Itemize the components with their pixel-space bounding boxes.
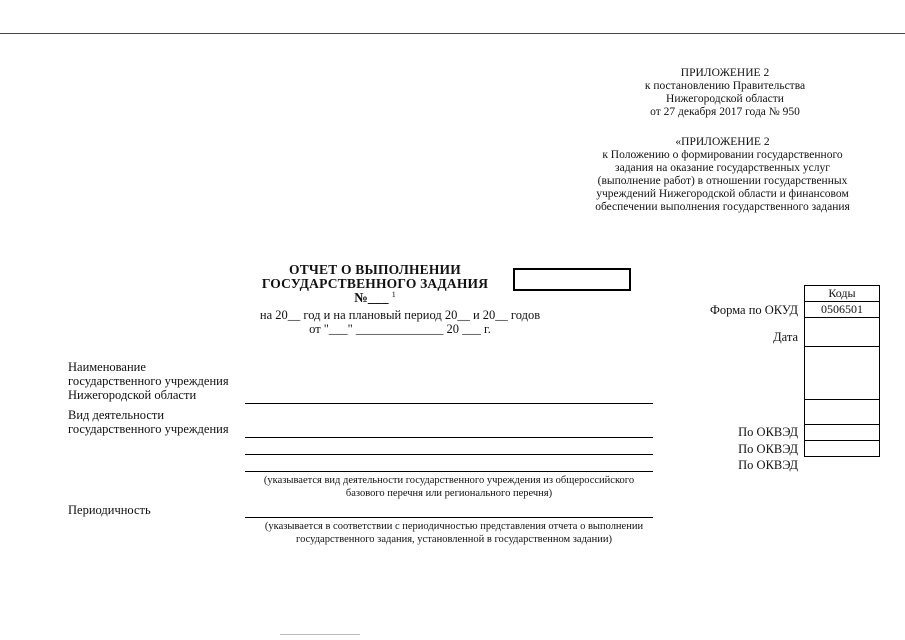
activity-field-1[interactable] [245, 437, 653, 438]
appendix-sub-line1: «ПРИЛОЖЕНИЕ 2 [675, 136, 770, 148]
activity-label [68, 408, 229, 436]
activity-line2: государственного учреждения [68, 422, 229, 436]
appendix-sub [575, 136, 870, 214]
period-line2: от "___" ______________ 20 ___ г. [309, 322, 491, 336]
codes-header: Коды [805, 286, 880, 302]
report-title-number: ГОСУДАРСТВЕННОГО ЗАДАНИЯ №___ [261, 276, 489, 305]
report-title-line1: ОТЧЕТ О ВЫПОЛНЕНИИ [289, 262, 461, 277]
institution-name-label [68, 360, 229, 402]
activity-field-3[interactable] [245, 471, 653, 472]
activity-line1: Вид деятельности [68, 408, 165, 422]
report-title [240, 263, 510, 307]
report-period [250, 308, 550, 336]
activity-hint-line1: (указывается вид деятельности государственного учреждения из общероссийского [263, 475, 635, 486]
appendix-main-line3: Нижегородской области [666, 93, 784, 105]
okved-cell-1[interactable] [805, 400, 880, 425]
appendix-sub-line3: задания на оказание государственных услуг [615, 162, 830, 174]
footnote-mark: 1 [391, 290, 396, 299]
okud-label: Форма по ОКУД [710, 303, 798, 317]
periodicity-label: Периодичность [68, 503, 151, 517]
institution-code-cell[interactable] [805, 347, 880, 400]
appendix-main-line2: к постановлению Правительства [644, 80, 806, 92]
okved-cell-3[interactable] [805, 441, 880, 457]
okved-label-3: По ОКВЭД [738, 458, 798, 472]
appendix-sub-line4: (выполнение работ) в отношении государственных [597, 175, 848, 187]
activity-hint-line2: базового перечня или регионального перечня) [345, 488, 553, 499]
periodicity-hint [245, 520, 663, 546]
appendix-main [610, 67, 840, 119]
okud-code-cell[interactable]: 0506501 [805, 302, 880, 318]
institution-name-line3: Нижегородской области [68, 388, 197, 402]
periodicity-hint-line2: государственного задания, установленной в государственном задании) [296, 534, 612, 545]
period-line1: на 20__ год и на плановый период 20__ и 20__ годов [259, 308, 541, 322]
scan-artifact [280, 634, 360, 635]
okved-label-1: По ОКВЭД [738, 425, 798, 439]
okved-label-2: По ОКВЭД [738, 442, 798, 456]
appendix-sub-line2: к Положению о формировании государственного [602, 149, 843, 161]
appendix-sub-line5: учреждений Нижегородской области и финансовом [596, 188, 849, 200]
periodicity-field[interactable] [245, 517, 653, 518]
date-label: Дата [773, 330, 798, 344]
institution-name-line2: государственного учреждения [68, 374, 229, 388]
appendix-sub-line6: обеспечении выполнения государственного задания [595, 201, 850, 213]
institution-name-field[interactable] [245, 403, 653, 404]
appendix-main-line1: ПРИЛОЖЕНИЕ 2 [680, 67, 770, 79]
appendix-main-line4: от 27 декабря 2017 года № 950 [650, 106, 800, 118]
report-number-box[interactable] [513, 268, 631, 291]
report-title-line2 [240, 277, 510, 307]
codes-table [804, 285, 880, 457]
institution-name-line1: Наименование [68, 360, 146, 374]
activity-hint [245, 474, 653, 500]
periodicity-hint-line1: (указывается в соответствии с периодичностью представления отчета о выполнении [264, 521, 644, 532]
date-cell[interactable] [805, 318, 880, 347]
page-top-edge [0, 33, 905, 34]
activity-field-2[interactable] [245, 454, 653, 455]
okved-cell-2[interactable] [805, 425, 880, 441]
